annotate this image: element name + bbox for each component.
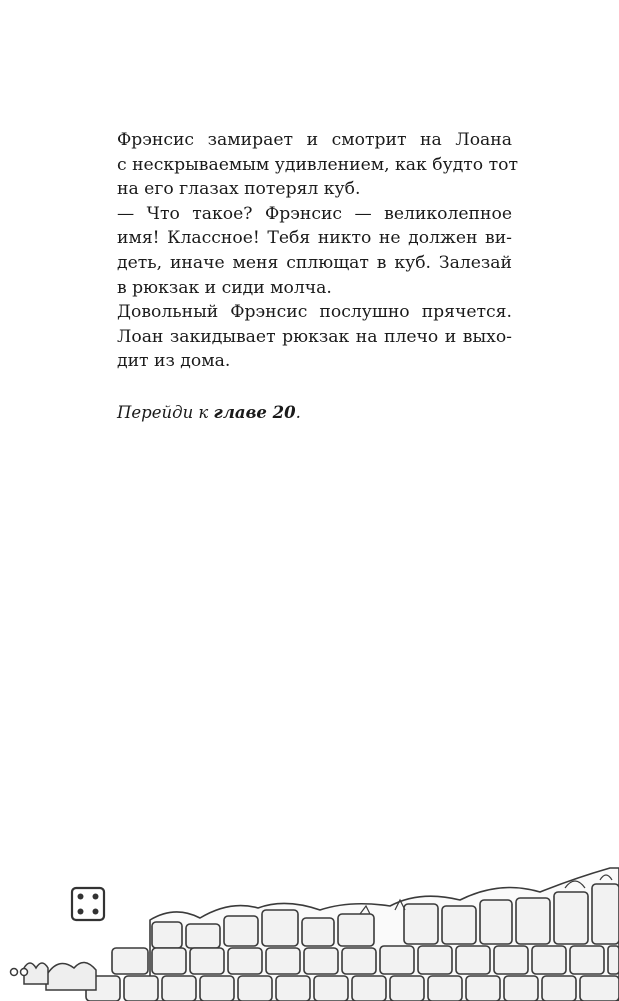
stone-wall — [86, 868, 619, 1001]
text-line — [117, 349, 512, 374]
text-line — [117, 226, 512, 251]
text-line — [117, 153, 518, 178]
text-line-content: Фрэнсис замирает и смотрит на Лоана — [117, 130, 512, 150]
text-line — [117, 325, 512, 350]
text-line-content: на его глазах потерял куб. — [117, 179, 361, 200]
text-line-content: в рюкзак и сиди молча. — [117, 277, 332, 298]
text-line-content: с нескрываемым удивлением, как будто тот — [117, 154, 518, 175]
dice-icon — [72, 888, 104, 920]
text-line-content: Довольный Фрэнсис послушно прячется. — [117, 302, 512, 323]
text-line — [117, 202, 512, 227]
navigation-prefix: Перейди к — [117, 403, 214, 422]
text-line-content: имя! Классное! Тебя никто не должен ви- — [117, 228, 512, 249]
text-line-content: — Что такое? Фрэнсис — великолепное — [117, 203, 512, 224]
text-line — [117, 128, 512, 153]
text-line-content: деть, иначе меня сплющат в куб. Залезай — [117, 252, 512, 273]
navigation-suffix: . — [295, 403, 301, 422]
text-line — [117, 300, 512, 325]
footer-landscape-illustration — [0, 860, 619, 1001]
navigation-target-chapter[interactable]: главе 20 — [213, 403, 296, 422]
text-line — [117, 177, 512, 202]
left-plant-silhouettes — [11, 962, 97, 990]
text-line-content: Лоан закидывает рюкзак на плечо и выхо- — [117, 326, 512, 347]
page-body-text — [117, 128, 518, 374]
text-line — [117, 251, 512, 276]
text-line-content: дит из дома. — [117, 351, 231, 372]
text-line — [117, 276, 512, 301]
chapter-navigation[interactable] — [117, 403, 301, 422]
